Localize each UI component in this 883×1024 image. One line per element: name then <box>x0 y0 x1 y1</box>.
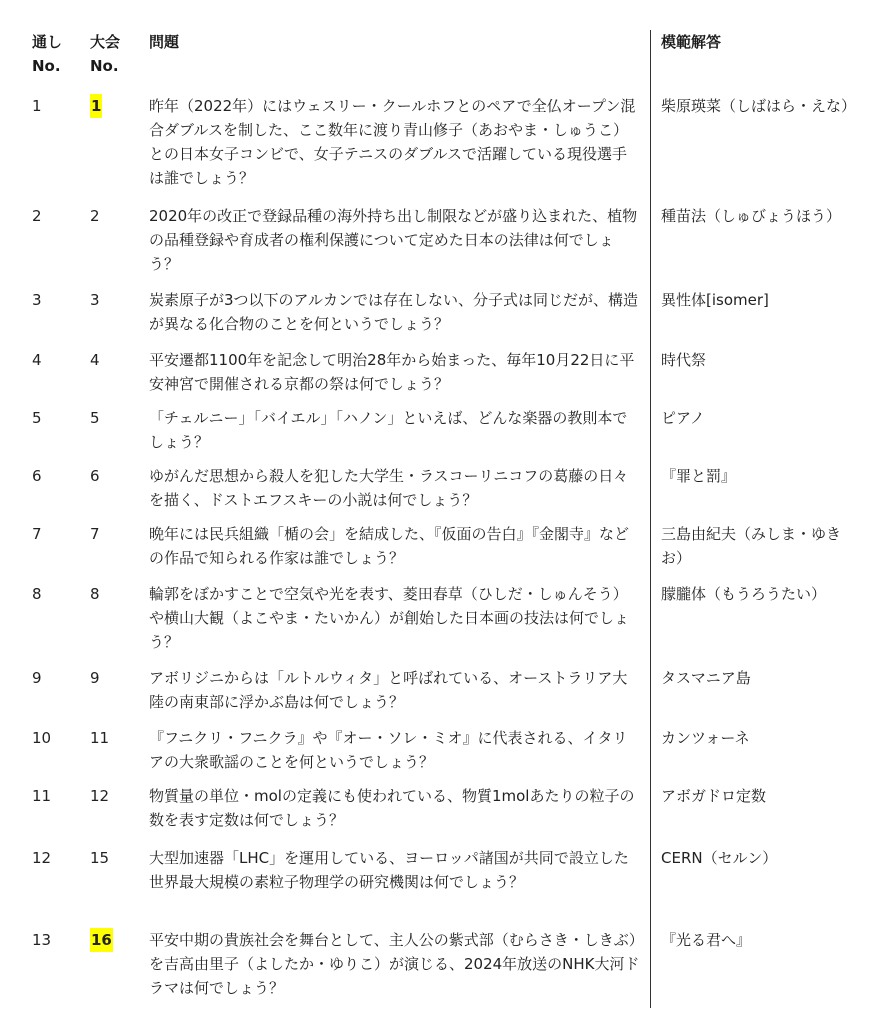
question-cell: 平安中期の貴族社会を舞台として、主人公の紫式部（むらさき・しきぶ）を吉高由里子（よしたか・ゆりこ）が演じる、2024年放送のNHK大河ドラマは何でしょう？ <box>149 931 640 997</box>
contest-no-text: 3 <box>90 291 100 309</box>
contest-no-cell <box>90 288 140 312</box>
question-cell: 輪郭をぼかすことで空気や光を表す、菱田春草（ひしだ・しゅんそう）や横山大観（よこやま・たいかん）が創始した日本画の技法は何でしょう？ <box>149 585 630 651</box>
contest-no-text: 7 <box>90 525 100 543</box>
question-cell: アボリジニからは「ルトルウィタ」と呼ばれている、オーストラリア大陸の南東部に浮かぶ島は何でしょう？ <box>149 669 628 711</box>
contest-no-cell <box>90 204 140 228</box>
table-header <box>32 30 862 86</box>
question-cell: ゆがんだ思想から殺人を犯した大学生・ラスコーリニコフの葛藤の日々を描く、ドストエフスキーの小説は何でしょう？ <box>149 467 629 509</box>
question-cell: 昨年（2022年）にはウェスリー・クールホフとのペアで全仏オープン混合ダブルスを制した、ここ数年に渡り青山修子（あおやま・しゅうこ）との日本女子コンビで、女子テニスのダブルスで活躍している現役選手は誰でしょう？ <box>149 97 636 187</box>
answer-cell: ピアノ <box>661 409 705 427</box>
contest-no-cell <box>90 94 140 118</box>
seq-no-cell: 9 <box>32 669 42 687</box>
column-divider <box>650 30 651 1008</box>
seq-no-cell: 3 <box>32 291 42 309</box>
seq-no-cell: 13 <box>32 931 52 949</box>
question-cell: 晩年には民兵組織「楯の会」を結成した、『仮面の告白』『金閣寺』などの作品で知られる作家は誰でしょう？ <box>149 525 630 567</box>
seq-no-cell: 4 <box>32 351 42 369</box>
seq-no-cell: 5 <box>32 409 42 427</box>
seq-no-cell: 11 <box>32 787 52 805</box>
contest-no-text: 11 <box>90 729 110 747</box>
contest-no-text: 5 <box>90 409 100 427</box>
header-answer: 模範解答 <box>661 33 722 51</box>
contest-no-text: 8 <box>90 585 100 603</box>
question-cell: 『フニクリ・フニクラ』や『オー・ソレ・ミオ』に代表される、イタリアの大衆歌謡のことを何というでしょう？ <box>149 729 628 771</box>
contest-no-text: 4 <box>90 351 100 369</box>
question-cell: 物質量の単位・molの定義にも使われている、物質1molあたりの粒子の数を表す定数は何でしょう？ <box>149 787 635 829</box>
seq-no-cell: 6 <box>32 467 42 485</box>
seq-no-cell: 1 <box>32 97 42 115</box>
answer-cell: 時代祭 <box>661 351 707 369</box>
contest-no-cell <box>90 348 140 372</box>
seq-no-cell: 8 <box>32 585 42 603</box>
seq-no-cell: 12 <box>32 849 52 867</box>
contest-no-cell <box>90 582 140 606</box>
seq-no-cell: 2 <box>32 207 42 225</box>
header-contest-no: 大会 No. <box>90 33 121 75</box>
answer-cell: 種苗法（しゅびょうほう） <box>661 207 842 225</box>
answer-cell: CERN（セルン） <box>661 849 778 867</box>
contest-no-cell <box>90 726 140 750</box>
contest-no-text: 15 <box>90 849 110 867</box>
header-question: 問題 <box>149 33 180 51</box>
contest-no-text: 6 <box>90 467 100 485</box>
answer-cell: アボガドロ定数 <box>661 787 767 805</box>
answer-cell: 朦朧体（もうろうたい） <box>661 585 827 603</box>
contest-no-text: 2 <box>90 207 100 225</box>
question-cell: 「チェルニー」「バイエル」「ハノン」といえば、どんな楽器の教則本でしょう？ <box>149 409 628 451</box>
question-cell: 2020年の改正で登録品種の海外持ち出し制限などが盛り込まれた、植物の品種登録や育成者の権利保護について定めた日本の法律は何でしょう？ <box>149 207 638 273</box>
answer-cell: 『罪と罰』 <box>661 467 737 485</box>
contest-no-cell <box>90 784 140 808</box>
question-cell: 平安遷都1100年を記念して明治28年から始まった、毎年10月22日に平安神宮で開催される京都の祭は何でしょう？ <box>149 351 635 393</box>
seq-no-cell: 10 <box>32 729 52 747</box>
contest-no-cell <box>90 464 140 488</box>
highlighted-contest-no: 16 <box>90 928 113 952</box>
contest-no-cell <box>90 928 140 952</box>
contest-no-text: 12 <box>90 787 110 805</box>
contest-no-cell <box>90 666 140 690</box>
answer-cell: タスマニア島 <box>661 669 751 687</box>
contest-no-cell <box>90 846 140 870</box>
answer-cell: 異性体[isomer] <box>661 291 769 309</box>
seq-no-cell: 7 <box>32 525 42 543</box>
question-cell: 大型加速器「LHC」を運用している、ヨーロッパ諸国が共同で設立した世界最大規模の素粒子物理学の研究機関は何でしょう？ <box>149 849 629 891</box>
answer-cell: カンツォーネ <box>661 729 750 747</box>
contest-no-cell <box>90 522 140 546</box>
contest-no-text: 9 <box>90 669 100 687</box>
highlighted-contest-no: 1 <box>90 94 102 118</box>
header-seq-no: 通し No. <box>32 33 63 75</box>
contest-no-cell <box>90 406 140 430</box>
answer-cell: 柴原瑛菜（しばはら・えな） <box>661 97 857 115</box>
answer-cell: 三島由紀夫（みしま・ゆきお） <box>661 525 842 567</box>
answer-cell: 『光る君へ』 <box>661 931 752 949</box>
question-cell: 炭素原子が3つ以下のアルカンでは存在しない、分子式は同じだが、構造が異なる化合物のことを何というでしょう？ <box>149 291 638 333</box>
